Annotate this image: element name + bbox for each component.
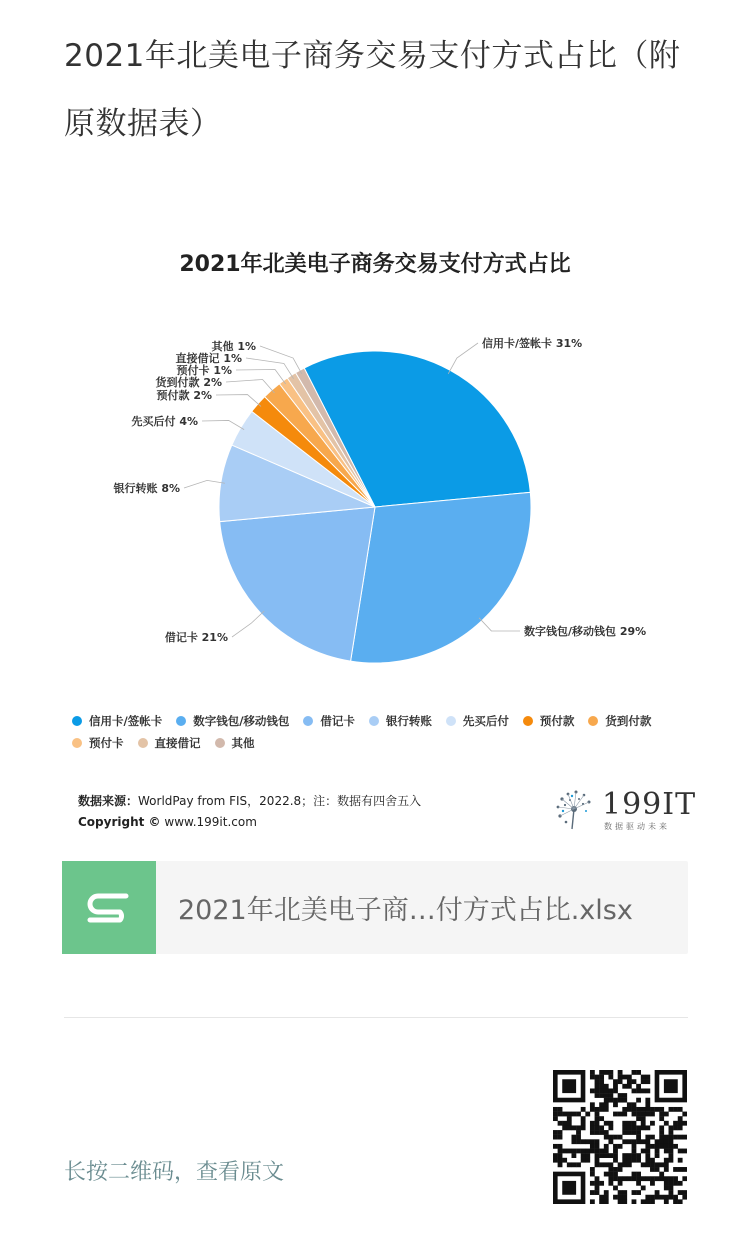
copyright-text: www.199it.com — [164, 815, 257, 829]
slice-data-label: 直接借记 1% — [175, 352, 242, 365]
qr-code[interactable] — [553, 1070, 687, 1204]
leader-line — [232, 611, 264, 637]
attachment-card[interactable] — [62, 861, 688, 954]
slice-data-label: 先买后付 4% — [131, 415, 198, 428]
qr-hint-text: 长按二维码，查看原文 — [64, 1160, 285, 1185]
leader-line — [226, 379, 274, 393]
legend-label: 货到付款 — [605, 714, 652, 728]
copyright-label: Copyright © — [78, 815, 161, 829]
s-letter-icon — [86, 892, 132, 924]
legend-item — [72, 713, 162, 729]
legend-item — [176, 713, 289, 729]
divider — [64, 1017, 688, 1018]
leader-line — [246, 358, 294, 379]
article-title: 2021年北美电子商务交易支付方式占比（附原数据表） — [64, 38, 681, 142]
legend-label: 其他 — [231, 736, 255, 750]
legend-item — [588, 713, 651, 729]
slice-data-label: 信用卡/签帐卡 31% — [482, 337, 583, 350]
leader-line — [184, 480, 225, 488]
legend-label: 直接借记 — [154, 736, 201, 750]
brand-tagline: 数据驱动未来 — [604, 822, 670, 831]
legend-swatch — [215, 738, 225, 748]
pie-chart — [62, 295, 688, 705]
slice-data-label: 预付卡 1% — [176, 364, 232, 377]
chart-image — [62, 225, 697, 845]
source-text: WorldPay from FIS，2022.8；注：数据有四舍五入 — [138, 794, 422, 808]
slice-data-label: 借记卡 21% — [164, 631, 228, 644]
legend-label: 数字钱包/移动钱包 — [193, 714, 290, 728]
legend-swatch — [72, 716, 82, 726]
leader-line — [216, 395, 261, 407]
legend-item — [72, 735, 124, 751]
pie-slice — [220, 507, 375, 661]
legend-label: 借记卡 — [320, 714, 355, 728]
chart-legend — [72, 713, 682, 751]
legend-item — [369, 713, 432, 729]
leader-line — [479, 618, 520, 631]
legend-swatch — [523, 716, 533, 726]
spreadsheet-file-icon — [62, 861, 156, 954]
source-label: 数据来源： — [78, 794, 139, 808]
chart-source — [78, 791, 421, 833]
leader-line — [202, 420, 244, 429]
slice-data-label: 预付款 2% — [156, 389, 212, 402]
legend-swatch — [446, 716, 456, 726]
legend-swatch — [588, 716, 598, 726]
legend-item — [303, 713, 355, 729]
slice-data-label: 货到付款 2% — [155, 376, 222, 389]
leader-line — [448, 343, 478, 374]
legend-item — [523, 713, 575, 729]
legend-swatch — [176, 716, 186, 726]
legend-swatch — [72, 738, 82, 748]
slice-data-label: 数字钱包/移动钱包 29% — [524, 625, 647, 638]
legend-label: 先买后付 — [462, 714, 509, 728]
brand-logo — [552, 787, 697, 833]
legend-item — [215, 735, 255, 751]
legend-label: 银行转账 — [385, 714, 432, 728]
legend-swatch — [369, 716, 379, 726]
chart-title: 2021年北美电子商务交易支付方式占比 — [179, 252, 571, 277]
legend-swatch — [303, 716, 313, 726]
pie-slice — [351, 492, 531, 663]
dandelion-logo-icon — [552, 787, 596, 831]
slice-data-label: 银行转账 8% — [113, 482, 180, 495]
attachment-file-name[interactable]: 2021年北美电子商…付方式占比.xlsx — [178, 895, 633, 926]
legend-item — [446, 713, 509, 729]
legend-swatch — [138, 738, 148, 748]
leader-line — [236, 369, 286, 384]
legend-label: 预付款 — [539, 714, 575, 728]
legend-label: 信用卡/签帐卡 — [89, 714, 163, 728]
legend-label: 预付卡 — [89, 736, 124, 750]
brand-name: 199IT — [602, 787, 697, 822]
legend-item — [138, 735, 201, 751]
slice-data-label: 其他 1% — [211, 340, 256, 353]
